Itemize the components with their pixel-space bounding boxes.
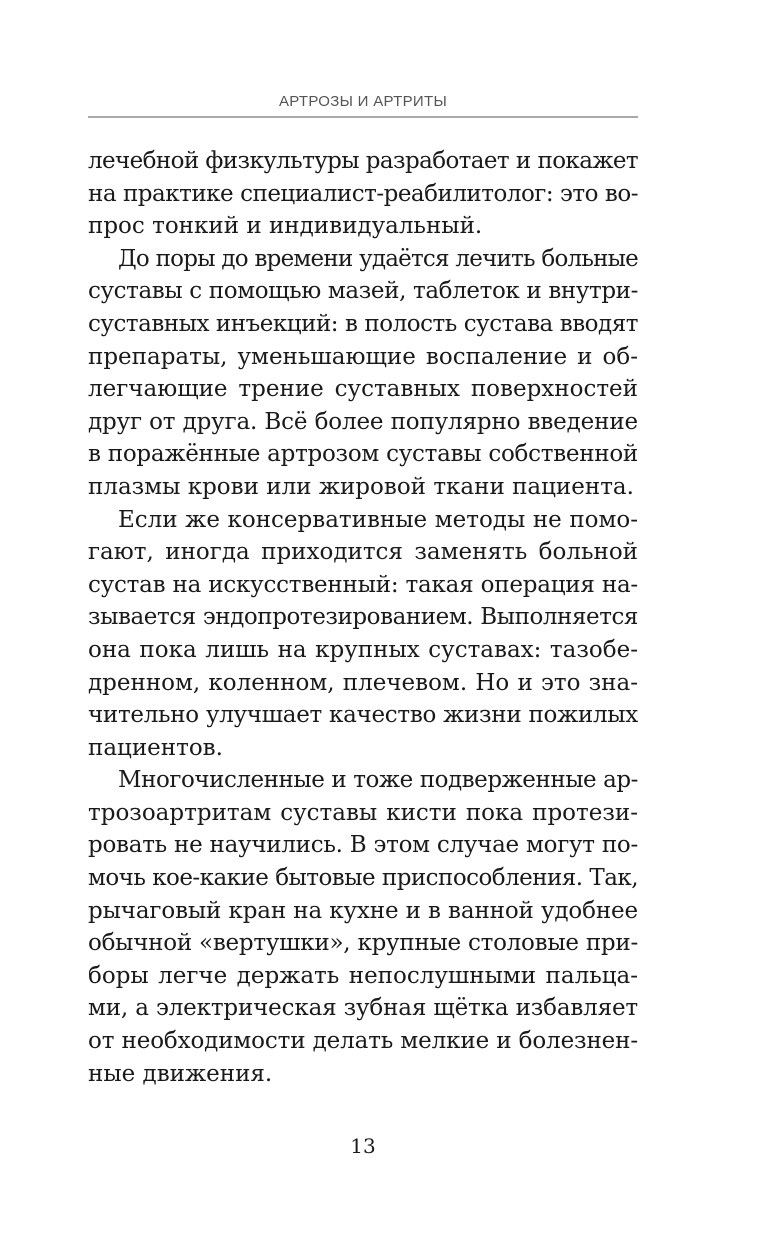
paragraph	[88, 145, 638, 243]
text-line: чительно улучшает качество жизни пожилых	[88, 702, 638, 729]
text-line: сустав на искусственный: такая операция на-	[88, 571, 638, 598]
text-line: гают, иногда приходится заменять больной	[88, 539, 638, 566]
paragraph	[88, 504, 638, 765]
running-head: АРТРОЗЫ И АРТРИТЫ	[278, 93, 448, 110]
text-line: от необходимости делать мелкие и болезнен-	[88, 1028, 638, 1055]
text-line: трозоартритам суставы кисти пока протези-	[88, 799, 638, 826]
text-line: зывается эндопротезированием. Выполняется	[88, 604, 638, 631]
text-line: мочь кое-какие бытовые приспособления. Так,	[88, 865, 638, 892]
text-line: дренном, коленном, плечевом. Но и это зна-	[88, 669, 638, 696]
text-line: ровать не научились. В этом случае могут по-	[88, 832, 638, 859]
text-line: обычной «вертушки», крупные столовые при-	[88, 930, 638, 957]
text-line: препараты, уменьшающие воспаление и об-	[88, 343, 638, 370]
paragraph	[88, 243, 638, 504]
text-line: легчающие трение суставных поверхностей	[88, 376, 638, 403]
text-line: друг от друга. Всё более популярно введение	[88, 408, 638, 435]
header-rule	[88, 116, 638, 118]
text-line: суставы с помощью мазей, таблеток и внутри-	[88, 278, 638, 305]
text-line: рычаговый кран на кухне и в ванной удобнее	[88, 897, 638, 924]
text-line: пациентов.	[88, 734, 223, 761]
text-line: До поры до времени удаётся лечить больные	[118, 245, 638, 272]
text-line: плазмы крови или жировой ткани пациента.	[88, 473, 634, 500]
paragraph	[88, 764, 638, 1090]
text-line: лечебной физкультуры разработает и покажет	[88, 148, 638, 174]
text-line: в поражённые артрозом суставы собственной	[88, 441, 638, 468]
text-line: на практике специалист-реабилитолог: это во-	[88, 180, 638, 207]
text-line: она пока лишь на крупных суставах: тазобе-	[88, 636, 638, 663]
text-line: Если же консервативные методы не помо-	[118, 506, 638, 533]
text-line: Многочисленные и тоже подверженные ар-	[118, 767, 638, 794]
text-line: ные движения.	[88, 1060, 273, 1087]
text-line: суставных инъекций: в полость сустава вводят	[88, 310, 638, 337]
text-line: прос тонкий и индивидуальный.	[88, 213, 483, 240]
text-line: ми, а электрическая зубная щётка избавляет	[88, 995, 638, 1022]
page-number: 13	[350, 1134, 376, 1158]
body-text	[88, 145, 638, 1090]
text-line: боры легче держать непослушными пальца-	[88, 962, 638, 989]
